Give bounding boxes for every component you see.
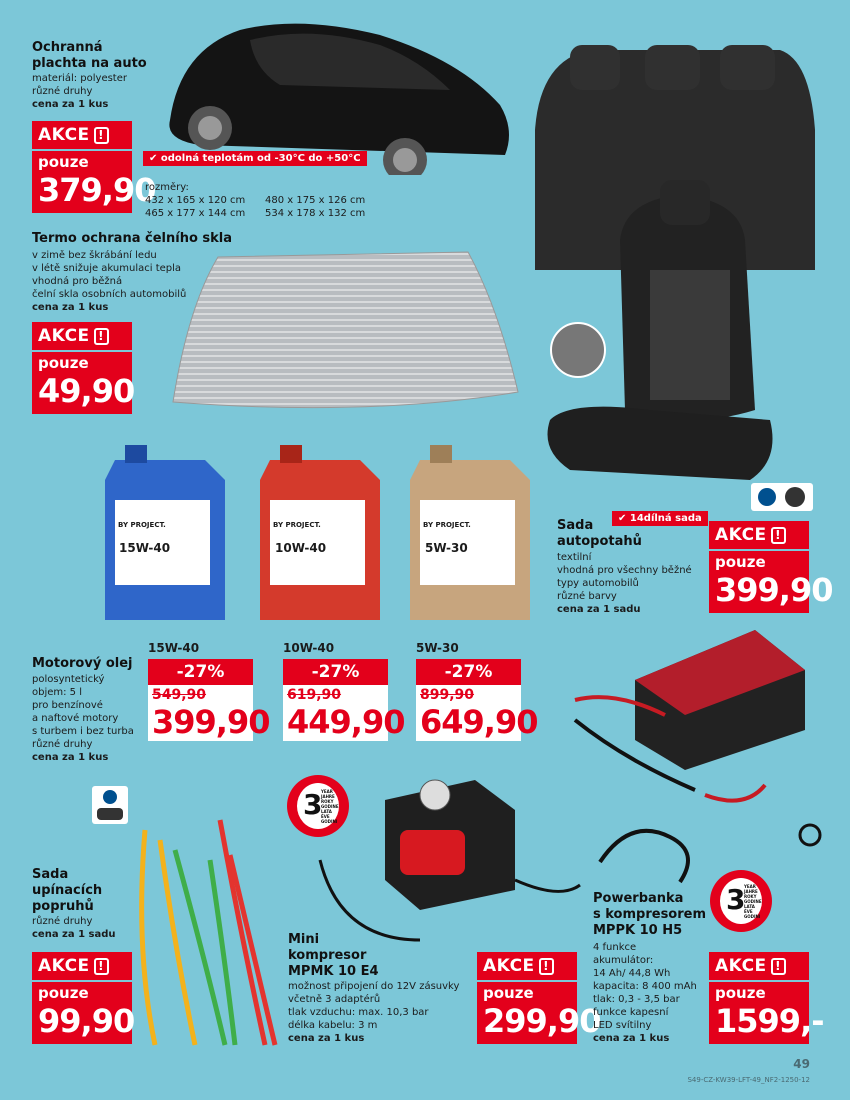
compressor-title-line1: Mini — [288, 932, 320, 947]
oil-old-price: 619,90 — [287, 687, 342, 703]
straps-title-line1: Sada — [32, 867, 69, 882]
akce-label: AKCE — [38, 326, 90, 346]
size-item: 480 x 175 x 126 cm — [265, 195, 366, 206]
oil-new-price: 649,90 — [420, 703, 538, 741]
car-cover-price: 379,90 — [38, 171, 156, 209]
straps-title-line3: popruhů — [32, 899, 94, 914]
pouze-label: pouze — [715, 553, 766, 571]
oil-discount: -27% — [283, 659, 388, 685]
windshield-akce-badge — [32, 322, 132, 350]
oil-variant-10w40 — [283, 641, 405, 741]
powerbank-title-line1: Powerbanka — [593, 891, 684, 906]
desc-line: různé druhy — [32, 739, 93, 750]
desc-line: možnost připojení do 12V zásuvky — [288, 981, 460, 992]
exclamation-icon: ! — [771, 958, 786, 975]
car-cover-sizes — [145, 181, 375, 220]
page-number: 49 — [793, 1057, 810, 1071]
pouze-label: pouze — [38, 984, 89, 1002]
desc-line: 14 Ah/ 44,8 Wh — [593, 968, 671, 979]
oil-brand: BY PROJECT. — [118, 521, 166, 529]
seat-covers-title-line2: autopotahů — [557, 534, 642, 549]
straps-types: různé druhy — [32, 916, 93, 927]
desc-line: funkce kapesní — [593, 1007, 669, 1018]
seat-covers-desc — [557, 551, 692, 616]
desc-line: LED svítilny — [593, 1020, 652, 1031]
check-icon: ✔ — [618, 513, 630, 524]
compressor-price-box — [477, 982, 601, 1044]
oil-bottle-label: 10W-40 — [275, 541, 327, 555]
certification-icons — [751, 483, 813, 511]
warranty-line: GODINE — [321, 804, 339, 809]
compressor-title-line2: kompresor — [288, 948, 367, 963]
oil-variant-label: 15W-40 — [148, 641, 200, 655]
oil-old-price: 899,90 — [420, 687, 475, 703]
desc-line: objem: 5 l — [32, 687, 83, 698]
warranty-line: GODINI — [744, 914, 761, 919]
oil-bottles — [95, 440, 535, 625]
akce-label: AKCE — [715, 525, 767, 545]
car-cover-types: různé druhy — [32, 86, 93, 97]
desc-line: tlak: 0,3 - 3,5 bar — [593, 994, 680, 1005]
car-cover-title-line2: plachta na auto — [32, 56, 147, 71]
seat-covers-price-box — [709, 551, 833, 613]
windshield-price-box — [32, 352, 135, 414]
seat-covers-image — [530, 40, 820, 500]
oil-brand: BY PROJECT. — [423, 521, 471, 529]
pouze-label: pouze — [715, 984, 766, 1002]
warranty-line: LATA — [744, 904, 755, 909]
akce-label: AKCE — [483, 956, 535, 976]
straps-title — [32, 867, 102, 915]
desc-line: v zimě bez škrábání ledu — [32, 250, 157, 261]
compressor-desc — [288, 980, 459, 1045]
car-cover-unit: cena za 1 kus — [32, 99, 109, 110]
akce-label: AKCE — [38, 956, 90, 976]
exclamation-icon: ! — [94, 127, 109, 144]
desc-line: tlak vzduchu: max. 10,3 bar — [288, 1007, 429, 1018]
compressor-price: 299,90 — [483, 1002, 601, 1040]
car-cover-material: materiál: polyester — [32, 73, 127, 84]
seat-covers-title — [557, 518, 642, 550]
warranty-line: GODINE — [744, 899, 762, 904]
desc-line: kapacita: 8 400 mAh — [593, 981, 697, 992]
compressor-title — [288, 932, 379, 980]
car-cover-akce-badge — [32, 121, 132, 149]
powerbank-desc — [593, 941, 697, 1045]
desc-line: a naftové motory — [32, 713, 119, 724]
desc-line: včetně 3 adaptérů — [288, 994, 381, 1005]
seat-covers-price: 399,90 — [715, 571, 833, 609]
exclamation-icon: ! — [94, 328, 109, 345]
motor-oil-title: Motorový olej — [32, 656, 133, 671]
oil-discount: -27% — [148, 659, 253, 685]
sizes-label: rozměry: — [145, 182, 189, 193]
warranty-line: ROKY — [744, 894, 757, 899]
size-item: 465 x 177 x 144 cm — [145, 208, 246, 219]
powerbank-warranty-badge — [710, 870, 772, 932]
warranty-line: ÉVE — [744, 909, 753, 914]
desc-line: vhodná pro všechny běžné — [557, 565, 692, 576]
oil-variant-label: 10W-40 — [283, 641, 335, 655]
desc-line: typy automobilů — [557, 578, 639, 589]
seat-covers-badge-text: 14dílná sada — [629, 513, 702, 524]
compressor-akce-badge — [477, 952, 577, 980]
oil-bottle-label: 15W-40 — [119, 541, 171, 555]
powerbank-title-line2: s kompresorem — [593, 907, 707, 922]
straps-title-line2: upínacích — [32, 883, 103, 898]
car-cover-title — [32, 40, 147, 72]
straps-akce-badge — [32, 952, 132, 980]
straps-desc — [32, 915, 116, 941]
compressor-title-line3: MPMK 10 E4 — [288, 964, 379, 979]
compressor-unit: cena za 1 kus — [288, 1033, 365, 1044]
straps-image — [115, 810, 280, 1050]
warranty-line: JAHRE — [744, 889, 758, 894]
warranty-line: ROKY — [321, 799, 334, 804]
powerbank-title-line3: MPPK 10 H5 — [593, 923, 683, 938]
desc-line: pro benzínové — [32, 700, 103, 711]
desc-line: s turbem i bez turba — [32, 726, 134, 737]
warranty-number: 3 — [303, 788, 323, 821]
oil-brand: BY PROJECT. — [273, 521, 321, 529]
size-item: 534 x 178 x 132 cm — [265, 208, 366, 219]
desc-line: polosyntetický — [32, 674, 105, 685]
exclamation-icon: ! — [771, 527, 786, 544]
powerbank-unit: cena za 1 kus — [593, 1033, 670, 1044]
oil-old-price: 549,90 — [152, 687, 207, 703]
akce-label: AKCE — [715, 956, 767, 976]
windshield-title: Termo ochrana čelního skla — [32, 231, 233, 246]
car-cover-desc — [32, 72, 127, 111]
powerbank-price-box — [709, 982, 824, 1044]
pouze-label: pouze — [483, 984, 534, 1002]
powerbank-akce-badge — [709, 952, 809, 980]
seat-covers-unit: cena za 1 sadu — [557, 604, 641, 615]
oil-variant-label: 5W-30 — [416, 641, 459, 655]
warranty-line: YEAR — [744, 884, 756, 889]
windshield-cover-image — [168, 247, 523, 422]
warranty-line: GODINI — [321, 819, 338, 824]
oil-variant-15w40 — [148, 641, 270, 741]
desc-line: v létě snižuje akumulaci tepla — [32, 263, 182, 274]
car-cover-feature-badge — [143, 151, 367, 166]
desc-line: vhodná pro běžná — [32, 276, 123, 287]
hose-image — [590, 812, 710, 892]
oil-bottle-label: 5W-30 — [425, 541, 468, 555]
size-item: 432 x 165 x 120 cm — [145, 195, 246, 206]
oil-discount: -27% — [416, 659, 521, 685]
motor-oil-desc — [32, 673, 134, 764]
oil-new-price: 399,90 — [152, 703, 270, 741]
straps-price: 99,90 — [38, 1002, 135, 1040]
powerbank-price: 1599,- — [715, 1002, 824, 1040]
motor-oil-unit: cena za 1 kus — [32, 752, 109, 763]
seat-covers-title-line1: Sada — [557, 518, 594, 533]
warranty-line: LATA — [321, 809, 332, 814]
car-cover-price-box — [32, 151, 156, 213]
warranty-line: JAHRE — [321, 794, 335, 799]
pouze-label: pouze — [38, 153, 89, 171]
straps-unit: cena za 1 sadu — [32, 929, 116, 940]
straps-price-box — [32, 982, 135, 1044]
desc-line: různé barvy — [557, 591, 617, 602]
warranty-line: ÉVE — [321, 814, 330, 819]
exclamation-icon: ! — [539, 958, 554, 975]
powerbank-title — [593, 891, 706, 939]
check-icon: ✔ — [149, 153, 161, 164]
car-cover-feature: odolná teplotám od -30°C do +50°C — [160, 153, 361, 164]
windshield-desc — [32, 249, 186, 314]
akce-label: AKCE — [38, 125, 90, 145]
oil-variant-5w30 — [416, 641, 538, 741]
oil-new-price: 449,90 — [287, 703, 405, 741]
footer-code: S49-CZ-KW39-LFT-49_NF2-1250-12 — [687, 1076, 810, 1084]
windshield-price: 49,90 — [38, 372, 135, 410]
desc-line: čelní skla osobních automobilů — [32, 289, 187, 300]
exclamation-icon: ! — [94, 958, 109, 975]
warranty-number: 3 — [726, 883, 746, 916]
desc-line: 4 funkce — [593, 942, 637, 953]
warranty-line: YEAR — [321, 789, 333, 794]
desc-line: textilní — [557, 552, 592, 563]
pouze-label: pouze — [38, 354, 89, 372]
desc-line: akumulátor: — [593, 955, 654, 966]
desc-line: délka kabelu: 3 m — [288, 1020, 378, 1031]
car-cover-title-line1: Ochranná — [32, 40, 103, 55]
windshield-unit: cena za 1 kus — [32, 302, 109, 313]
seat-covers-akce-badge — [709, 521, 809, 549]
